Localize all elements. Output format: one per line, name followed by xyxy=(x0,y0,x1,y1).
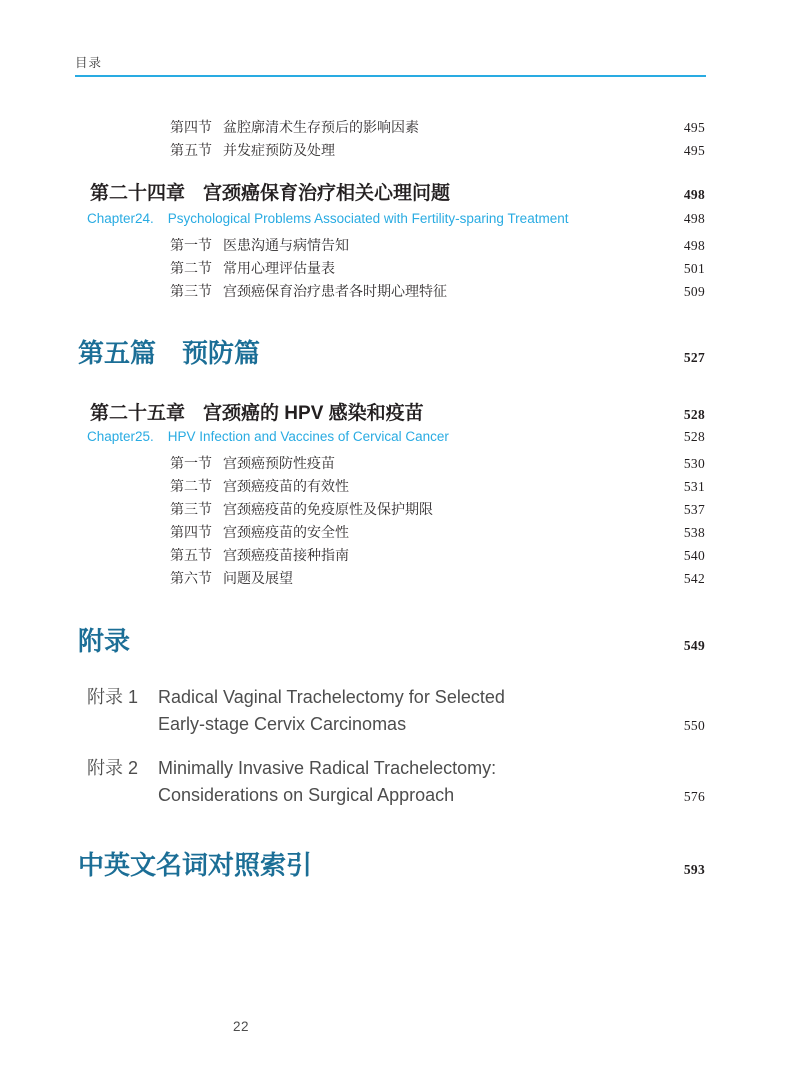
toc-page-number: 530 xyxy=(683,456,705,471)
toc-section-label: 第五节 xyxy=(170,547,212,563)
toc-page-number: 495 xyxy=(683,143,705,158)
toc-page-number: 498 xyxy=(683,238,705,253)
toc-chapter-name: 宫颈癌保育治疗相关心理问题 xyxy=(203,183,451,204)
toc-section-title: 盆腔廓清术生存预后的影响因素 xyxy=(223,119,419,135)
toc-entry xyxy=(75,119,705,136)
toc-appendix-label: 附录 2 xyxy=(87,758,139,778)
toc-page-number: 549 xyxy=(683,638,705,653)
toc-part-heading xyxy=(75,338,705,373)
toc-section-title: 问题及展望 xyxy=(223,570,293,586)
toc-appendix-entry-line1 xyxy=(75,687,705,708)
toc-appendix-label: 附录 1 xyxy=(87,687,139,707)
toc-section-label: 第二节 xyxy=(170,478,212,494)
toc-chapter-title-zh xyxy=(75,183,705,206)
page-folio: 22 xyxy=(233,1019,250,1034)
toc-chapter-name: 宫颈癌的 HPV 感染和疫苗 xyxy=(203,403,424,424)
toc-part-name: 预防篇 xyxy=(182,338,261,368)
toc-page-number: 537 xyxy=(683,502,705,517)
toc-entry xyxy=(75,455,705,472)
toc-section-label: 第三节 xyxy=(170,283,212,299)
toc-appendix-entry-line2 xyxy=(75,785,705,807)
toc-appendix-entry-line2 xyxy=(75,714,705,736)
toc-section-label: 第六节 xyxy=(170,570,212,586)
toc-page-number: 550 xyxy=(683,718,705,733)
toc-appendix-heading xyxy=(75,626,705,661)
toc-section-label: 第一节 xyxy=(170,237,212,253)
toc-entry xyxy=(75,283,705,300)
toc-page-number: 528 xyxy=(683,429,705,444)
toc-section-title: 常用心理评估量表 xyxy=(223,260,335,276)
toc-section-label: 第五节 xyxy=(170,142,212,158)
toc-page-number: 528 xyxy=(683,407,705,422)
toc-appendix-title-line1: Radical Vaginal Trachelectomy for Selected xyxy=(158,687,505,707)
toc-appendix-title-line2: Considerations on Surgical Approach xyxy=(158,785,455,805)
toc-section-label: 第三节 xyxy=(170,501,212,517)
toc-section-title: 并发症预防及处理 xyxy=(223,142,335,158)
toc-page-number: 576 xyxy=(683,789,705,804)
toc-entry xyxy=(75,547,705,564)
toc-section-title: 宫颈癌疫苗的免疫原性及保护期限 xyxy=(223,501,433,517)
toc-section-title: 医患沟通与病情告知 xyxy=(223,237,349,253)
toc-page-number: 509 xyxy=(683,284,705,299)
toc-section-label: 第四节 xyxy=(170,524,212,540)
toc-page-number: 527 xyxy=(683,350,705,365)
toc-appendix-heading-label: 附录 xyxy=(78,626,131,656)
toc-page-number: 498 xyxy=(683,211,705,226)
toc-chapter-en-label: Chapter25. xyxy=(87,429,154,444)
toc-part-label: 第五篇 xyxy=(78,338,157,368)
toc-entry xyxy=(75,478,705,495)
toc-index-heading-label: 中英文名词对照索引 xyxy=(78,850,313,880)
toc-section-label: 第四节 xyxy=(170,119,212,135)
toc-entry xyxy=(75,570,705,587)
toc-appendix-title-line2: Early-stage Cervix Carcinomas xyxy=(158,714,407,734)
toc-chapter-title-en xyxy=(75,211,705,227)
toc-page-number: 540 xyxy=(683,548,705,563)
toc-chapter-label: 第二十五章 xyxy=(90,403,186,424)
toc-chapter-title-en xyxy=(75,429,705,445)
toc-index-heading xyxy=(75,850,705,885)
toc-page-number: 498 xyxy=(683,187,705,202)
toc-page-number: 593 xyxy=(683,862,705,877)
toc-appendix-entry-line1 xyxy=(75,758,705,779)
header-rule xyxy=(75,75,706,77)
toc-chapter-label: 第二十四章 xyxy=(90,183,186,204)
running-header-title: 目录 xyxy=(75,56,103,70)
toc-page-number: 538 xyxy=(683,525,705,540)
toc-section-title: 宫颈癌预防性疫苗 xyxy=(223,455,335,471)
toc-chapter-en-name: HPV Infection and Vaccines of Cervical Cancer xyxy=(167,429,449,444)
toc-chapter-en-label: Chapter24. xyxy=(87,211,154,226)
toc-page-number: 542 xyxy=(683,571,705,586)
toc-page-number: 531 xyxy=(683,479,705,494)
toc-section-title: 宫颈癌疫苗接种指南 xyxy=(223,547,349,563)
toc-section-label: 第二节 xyxy=(170,260,212,276)
toc-appendix-title-line1: Minimally Invasive Radical Trachelectomy: xyxy=(158,758,497,778)
toc-section-title: 宫颈癌保育治疗患者各时期心理特征 xyxy=(223,283,447,299)
toc-page-number: 501 xyxy=(683,261,705,276)
toc-page-number: 495 xyxy=(683,120,705,135)
toc-entry xyxy=(75,142,705,159)
toc-entry xyxy=(75,260,705,277)
toc-entry xyxy=(75,501,705,518)
toc-chapter-title-zh xyxy=(75,403,705,426)
toc-section-label: 第一节 xyxy=(170,455,212,471)
toc-chapter-en-name: Psychological Problems Associated with Fertility-sparing Treatment xyxy=(167,211,569,226)
toc-section-title: 宫颈癌疫苗的安全性 xyxy=(223,524,349,540)
toc-entry xyxy=(75,237,705,254)
toc-section-title: 宫颈癌疫苗的有效性 xyxy=(223,478,349,494)
toc-entry xyxy=(75,524,705,541)
